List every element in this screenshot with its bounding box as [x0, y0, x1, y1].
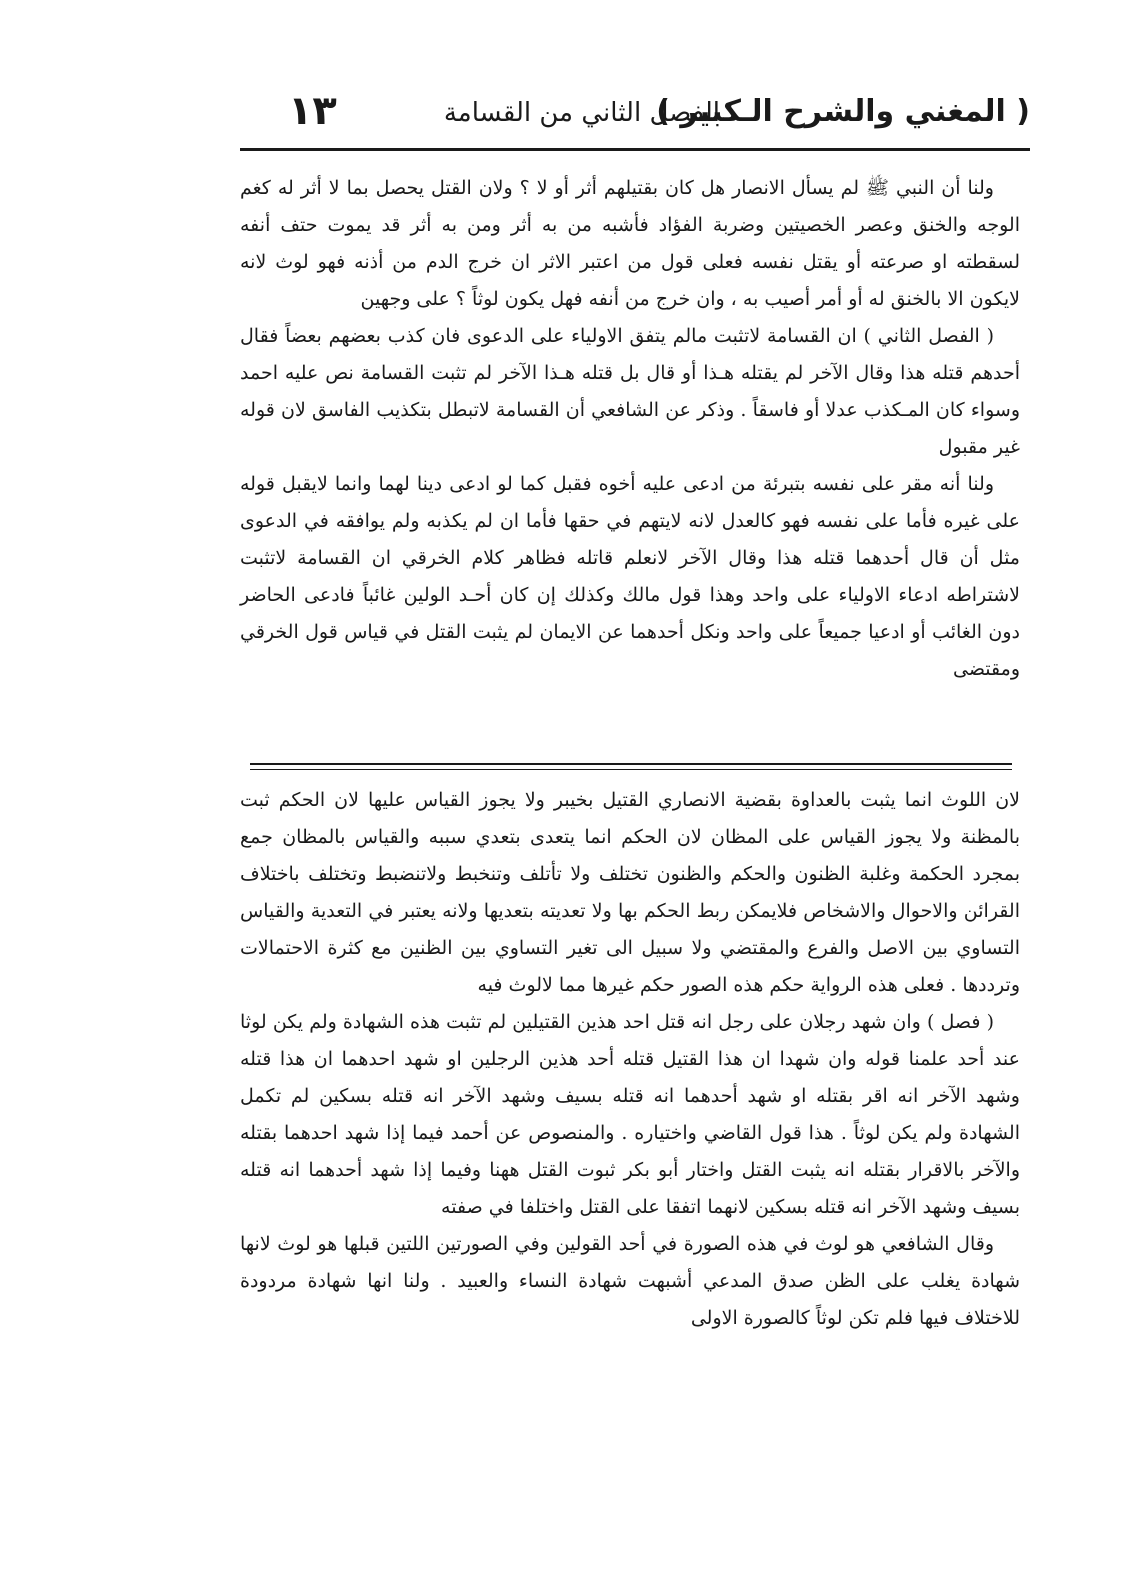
commentary-text — [240, 782, 1020, 1337]
main-paragraph: ( الفصل الثاني ) ان القسامة لاتثبت مالم يتفق الاولياء على الدعوى فان كذب بعضهم بعضاً فقال أحدهم قتله هذا وقال الآخر لم يقتله هـذا أو قال بل قتله هـذا الآخر لم تثبت القسامة نص عليه احمد وسواء كان المـكذب عدلا أو فاسقاً . وذكر عن الشافعي أن القسامة لاتبطل بتكذيب الفاسق لان قوله غير مقبول — [240, 325, 1020, 458]
chapter-title: الفصل الثاني من القسامة — [443, 98, 720, 128]
book-title: ( المغني والشرح الـكبير ) — [656, 94, 1030, 129]
main-paragraph: ولنا أنه مقر على نفسه بتبرئة من ادعى عليه أخوه فقبل كما لو ادعى دينا لهما وانما لايقبل قوله على غيره فأما على نفسه فهو كالعدل لانه لايتهم في حقها فأما ان لم يكذبه ولم يوافقه في الدعوى مثل أن قال أحدهما قتله هذا وقال الآخر لانعلم قاتله فظاهر كلام الخرقي ان القسامة لاتثبت لاشتراطه ادعاء الاولياء على واحد وهذا قول مالك وكذلك إن كان أحـد الولين غائباً فادعى الحاضر دون الغائب أو ادعيا جميعاً على واحد ونكل أحدهما عن الايمان لم يثبت القتل في قياس قول الخرقي ومقتضى — [240, 473, 1020, 680]
header-rule — [240, 148, 1030, 151]
page-header — [240, 88, 1030, 144]
commentary-paragraph: وقال الشافعي هو لوث في هذه الصورة في أحد القولين وفي الصورتين اللتين قبلها هو لوث لانها شهادة يغلب على الظن صدق المدعي أشبهت شهادة النساء والعبيد . ولنا انها شهادة مردودة للاختلاف فيها فلم تكن لوثاً كالصورة الاولى — [240, 1233, 1020, 1329]
page-number: ١٣ — [288, 88, 337, 134]
section-divider — [250, 763, 1012, 765]
commentary-paragraph: ( فصل ) وان شهد رجلان على رجل انه قتل احد هذين القتيلين لم تثبت هذه الشهادة ولم يكن لوثا عند أحد علمنا قوله وان شهدا ان هذا القتيل قتله أحد هذين الرجلين او شهد احدهما ان هذا قتله وشهد الآخر انه اقر بقتله او شهد أحدهما انه قتله بسيف وشهد الآخر انه قتله بسكين لم تكمل الشهادة ولم يكن لوثاً . هذا قول القاضي واختياره . والمنصوص عن أحمد فيما إذا شهد احدهما بقتله والآخر بالاقرار بقتله انه يثبت القتل واختار أبو بكر ثبوت القتل ههنا وفيما إذا شهد أحدهما انه قتله بسيف وشهد الآخر انه قتله بسكين لانهما اتفقا على القتل واختلفا في صفته — [240, 1011, 1020, 1218]
commentary-paragraph: لان اللوث انما يثبت بالعداوة بقضية الانصاري القتيل بخيبر ولا يجوز القياس عليها لان الحكم ثبت بالمظنة ولا يجوز القياس على المظان لان الحكم انما يتعدى بتعدي سببه والقياس بالمظان جمع بمجرد الحكمة وغلبة الظنون والحكم والظنون تختلف ولا تأتلف وتنخبط ولاتنضبط وتختلف باختلاف القرائن والاحوال والاشخاص فلايمكن ربط الحكم بها ولا تعديته بتعديها ولانه يعتبر في التعدية والقياس التساوي بين الاصل والفرع والمقتضي ولا سبيل الى تغير التساوي بين الظنين مع كثرة الاحتمالات وترددها . فعلى هذه الرواية حكم هذه الصور حكم غيرها مما لالوث فيه — [240, 789, 1020, 996]
main-text — [240, 170, 1020, 688]
section-divider-thin — [250, 769, 1012, 770]
main-paragraph: ولنا أن النبي ﷺ لم يسأل الانصار هل كان بقتيلهم أثر أو لا ؟ ولان القتل يحصل بما لا أثر له كغم الوجه والخنق وعصر الخصيتين وضربة الفؤاد فأشبه من به أثر ومن به أثر قد يموت حتف أنفه لسقطته او صرعته أو يقتل نفسه فعلى قول من اعتبر الاثر ان خرج الدم من أذنه فهو لوث لانه لايكون الا بالخنق له أو أمر أصيب به ، وان خرج من أنفه فهل يكون لوثاً ؟ على وجهين — [240, 177, 1020, 310]
